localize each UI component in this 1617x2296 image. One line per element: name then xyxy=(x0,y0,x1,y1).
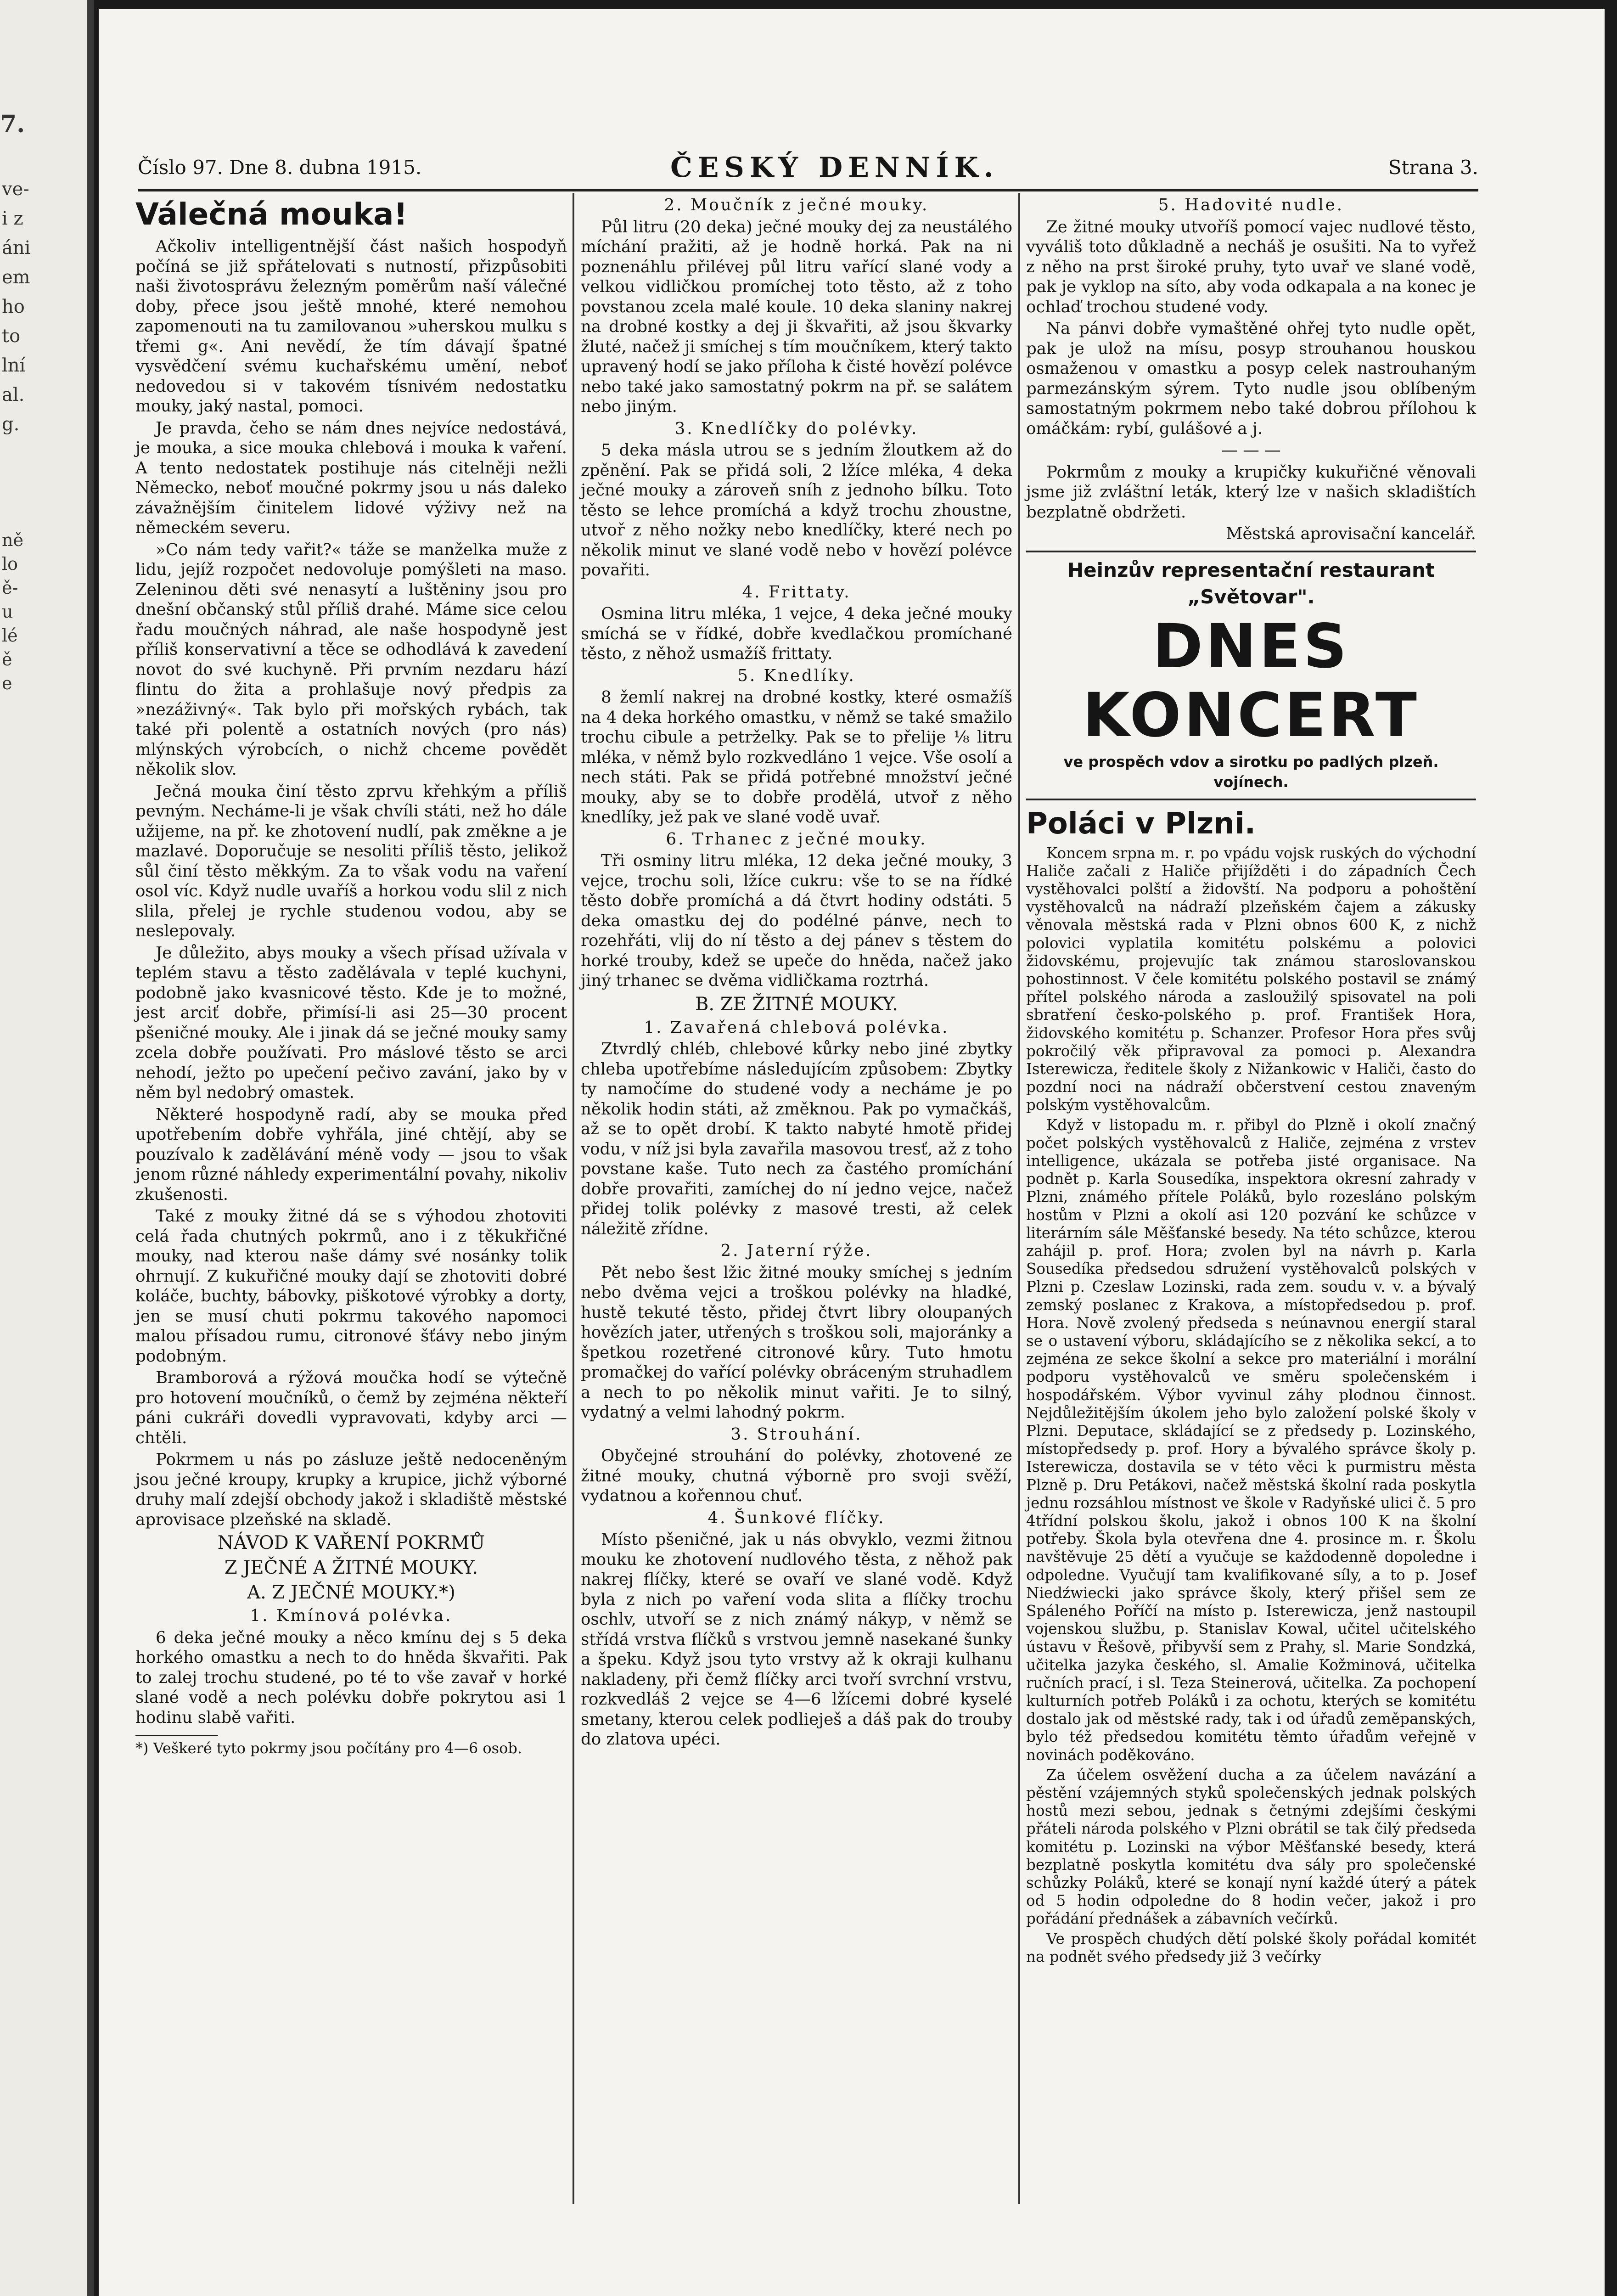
edge-fragment: ve- xyxy=(2,179,29,200)
article-title-poles: Poláci v Plzni. xyxy=(1026,806,1256,841)
recipe-heading: 6. Trhanec z ječné mouky. xyxy=(666,829,927,849)
paragraph: 8 žemlí nakrej na drobné kostky, které osmažíš na 4 deka horkého omastku, v němž se také smažilo trochu cibule a petrželky. Pak se to přelije ⅛ litru mléka, v němž bylo rozkvedláno 1 vejce. Vše osolí a nech státi. Pak se přidá potřebné množství ječné mouky, aby se to dobře prodělá, utvoř z něho knedlíky, jež pak ve slané vodě uvař. xyxy=(581,688,1012,827)
recipe-heading: 5. Knedlíky. xyxy=(737,666,856,685)
edge-fragment: ě- xyxy=(2,578,18,598)
ad-bottom-rule xyxy=(1026,799,1476,800)
edge-fragment: em xyxy=(2,267,30,288)
column-1 xyxy=(135,195,567,1759)
paragraph: Ze žitné mouky utvoříš pomocí vajec nudlové těsto, vyváliš toto důkladně a necháš je osušiti. Na to vyřež z něho na prst široké pruhy, tyto uvař ve slané vodě, pak je vyklop na síto, aby voda odkapala a na konec je ochlaď trochou studené vody. xyxy=(1026,217,1476,316)
ad-restaurant-name: Heinzův representační restaurant „Světovar". xyxy=(1067,558,1435,608)
edge-fragments-lower xyxy=(2,528,23,695)
paragraph: Také z mouky žitné dá se s výhodou zhotoviti celá řada chutných pokrmů, ano i z těkukřičné mouky, nad kterou naše dámy své nosánky tolik ohrnují. Z kukuřičné mouky dají se zhotoviti dobré koláče, buchty, bábovky, piškotové výrobky a dorty, jen se musí chuti pokrmu takového napomoci malou přísadou rumu, citronové šťávy nebo jiným podobným. xyxy=(135,1207,567,1366)
adjacent-page-edge xyxy=(0,0,94,2296)
paragraph: Ačkoliv intelligentnější část našich hospodyň počíná se již spřátelovati s nutností, přizpůsobiti naši životosprávu železným poměrům naší válečné doby, přece jsou ještě mnohé, které nemohou zapomenouti na tu zamilovanou »uherskou mulku s třemi g«. Ani nevědí, že tím dávají špatné vysvědčení svému kuchařskému umění, neboť nedovedou si v takovém tísnivém nedostatku mouky, jaký nastal, pomoci. xyxy=(135,237,567,416)
edge-fragment: to xyxy=(2,326,21,347)
recipe-heading: 3. Strouhání. xyxy=(730,1424,863,1444)
paragraph: Půl litru (20 deka) ječné mouky dej za neustálého míchání pražiti, až je hodně horká. Pak na ni poznenáhlu přilévej půl litru vařící slané vody a velkou vidličkou promíchej toto těsto, až z toho povstanou zcela malé koule. 10 deka slaniny nakrej na drobné kostky a dej ji škvařiti, až jsou škvarky žluté, načež ji smíchej s tím moučníkem, který takto upravený hodí se jako příloha k čisté hovězí polévce nebo také jako samostatný pokrm na př. se salátem nebo jiným. xyxy=(581,217,1012,416)
recipe-heading: 2. Moučník z ječné mouky. xyxy=(664,196,929,214)
ad-benefit-line: ve prospěch vdov a sirotku po padlých plzeň. vojínech. xyxy=(1063,753,1439,791)
article-body-poles xyxy=(1026,844,1476,1966)
column-2 xyxy=(581,195,1012,1751)
header-rule xyxy=(138,189,1478,191)
edge-fragment-top: 7. xyxy=(0,110,25,138)
recipe-heading: 4. Frittaty. xyxy=(742,582,851,602)
paragraph: Místo pšeničné, jak u nás obvyklo, vezmi žitnou mouku ke zhotovení nudlového těsta, z něhož pak nakrej flíčky, které se ovaří ve slané vodě. Když byla z nich po vaření voda slita a flíčky trochu oschlv, utvoří se z nich známý nákyp, v němž se střídá vrstva flíčků s vrstvou jemně nasekané šunky a špeku. Když jsou tyto vrstvy až k okraji kulhanu nakladeny, při čemž flíčky arci tvoří svrchní vrstvu, rozkvedláš 2 vejce se 4—6 lžícemi dobré kyselé smetany, kterou celek podlieješ a dáš pak do trouby do zlatova upéci. xyxy=(581,1530,1012,1749)
edge-fragment: u xyxy=(2,602,13,622)
edge-fragment: lé xyxy=(2,625,18,646)
paragraph: Když v listopadu m. r. přibyl do Plzně i okolí značný počet polských vystěhovalců z Haliče, zejména z vrstev intelligence, ukázala se potřeba jisté organisace. Na podnět p. Karla Sousedíka, inspektora okresní zahrady v Plzni, známého přítele Poláků, bylo rozesláno polským hostům v Plzni a okolí asi 120 pozvání ke schůzce v literárním sále Měšťanské besedy. Na této schůzce, kterou zahájil p. prof. Hora; zvolen byl na návrh p. Karla Sousedíka předsedou sdružení vystěhovalců polských v Plzni p. Czeslaw Lozinski, rada zem. soudu v. v. a bývalý zemský poslanec z Krakova, a místopředsedou p. prof. Hora. Nově zvolený předseda s neúnavnou energií staral se o ustavení výboru, skládajícího se z několika sekcí, a to zejména ze sekce školní a sekce pro materiální i morální podporu vystěhovalců ve směru společenském i hospodářském. Výbor vyvinul záhy plodnou činnost. Nejdůležitějším úkolem jeho bylo založení polské školy v Plzni. Deputace, skládající se z předsedy p. Lozinského, místopředsedy p. prof. Hory a bývalého správce školy p. Isterewicza, dostavila se v této věci k purmistru města Plzně p. Dru Petákovi, načež městská školní rada poskytla jednu rozsáhlou místnost ve škole v Radyňské ulici č. 5 pro 4třídní polskou školu, jakož i obnos 100 K na školní potřeby. Škola byla otevřena dne 4. prosince m. r. Školu navštěvuje 25 dětí a vyučuje se každodenně dopoledne i odpoledne. Vyučují tam kvalifikované síly, a to p. Josef Niedźwiecki jako správce školy, který přišel sem ze Spáleného Poříčí na místo p. Isterewicza, jenž nastoupil vojenskou službu, p. Stanislav Kowal, učitel učitelského ústavu v Řešově, přibyvší sem z Prahy, sl. Marie Sondzká, učitelka jazyka českého, sl. Amalie Kožminová, učitelka ručních prací, i sl. Teza Steinerová, učitelka. Za pochopení kulturních potřeb Poláků i za ochotu, kterých se komitétu dostalo jak od městské rady, tak i od úřadů zeměpanských, bylo též předsedou komitétu těmto úřadům veřejně v novinách poděkováno. xyxy=(1026,1116,1476,1764)
recipe-heading: 1. Kmínová polévka. xyxy=(250,1606,453,1625)
signature: Městská aprovisační kancelář. xyxy=(1226,524,1476,543)
paragraph: Bramborová a rýžová moučka hodí se výtečně pro hotovení moučníků, o čemž by zejména někteří páni cukráři dovedli vypravovati, kdyby arci — chtěli. xyxy=(135,1368,567,1447)
paragraph: Pět nebo šest lžic žitné mouky smíchej s jedním nebo dvěma vejci a troškou polévky na hladké, hustě tekuté těsto, přidej čtvrt libry oloupaných hovězích jater, utřených s troškou soli, majoránky a špetkou rozetřené citronové kůry. Tuto hmotu promačkej do vařící polévky obráceným struhadlem a nech to po několik minut vařiti. Je to silný, vydatný a velmi lahodný pokrm. xyxy=(581,1263,1012,1422)
paragraph: Ječná mouka činí těsto zprvu křehkým a příliš pevným. Necháme-li je však chvíli státi, než ho dále užijeme, na př. ke zhotovení nudlí, pak změkne a je mazlavé. Doporučuje se nesoliti příliš těsto, jelikož sůl činí těsto měkkým. Za to však vodu na vaření osol víc. Když nudle uvaříš a horkou vodu slil z nich slila, přelej je rychle studenou vodou, aby se neslepovaly. xyxy=(135,782,567,940)
section-heading: B. ZE ŽITNÉ MOUKY. xyxy=(695,993,898,1015)
edge-fragment: al. xyxy=(2,384,25,405)
edge-fragment: lní xyxy=(2,355,26,376)
recipe-heading: 5. Hadovité nudle. xyxy=(1158,196,1344,214)
edge-fragment: ho xyxy=(2,296,25,317)
paragraph: Je pravda, čeho se nám dnes nejvíce nedostává, je mouka, a sice mouka chlebová i mouka k vaření. A tento nedostatek postihuje nás citelněji nežli Německo, neboť moučné pokrmy jsou u nás daleko závažnějším činitelem lidové výživy než na německém severu. xyxy=(135,418,567,537)
paragraph: Obyčejné strouhání do polévky, zhotovené ze žitné mouky, chutná výborně pro svoji svěží, vydatnou a kořennou chuť. xyxy=(581,1446,1012,1505)
footnote-rule xyxy=(135,1735,218,1736)
footnote: *) Veškeré tyto pokrmy jsou počítány pro 4—6 osob. xyxy=(135,1739,522,1757)
recipe-heading: 2. Jaterní rýže. xyxy=(720,1241,873,1260)
paragraph: Za účelem osvěžení ducha a za účelem navázání a pěstění vzájemných styků společenských jednak polských hostů mezi sebou, jednak s četnými zdejšími českými přáteli národa polského v Plzni obrátil se tak čilý předseda komitétu p. Lozinski na výbor Měšťanské besedy, která bezplatně poskytla komitétu dva sály pro společenské schůzky Poláků, které se konají nyní každé úterý a pátek od 5 hodin odpoledne do 8 hodin večer, jakož i pro pořádání přednášek a zábavních večírků. xyxy=(1026,1766,1476,1928)
paragraph: Pokrmům z mouky a krupičky kukuřičné věnovali jsme již zvláštní leták, který lze v našich skladištích bezplatně obdržeti. xyxy=(1026,462,1476,522)
paragraph: 5 deka másla utrou se s jedním žloutkem až do zpěnění. Pak se přidá soli, 2 lžíce mléka, 4 deka ječné mouky a zároveň sníh z jednoho bílku. Toto těsto se lehce promíchá a když trochu zhoustne, utvoř z něho nožky nebo knedlíčky, které nech po několik minut ve slané vodě nebo v hovězí polévce povařiti. xyxy=(581,441,1012,580)
ad-concert-headline: DNES KONCERT xyxy=(1083,611,1420,751)
paragraph: Ve prospěch chudých dětí polské školy pořádal komitét na podnět svého předsedy již 3 večírky xyxy=(1026,1930,1476,1965)
page-number: Strana 3. xyxy=(1388,156,1478,179)
column-3 xyxy=(1026,195,1476,1968)
page-header xyxy=(138,152,1478,185)
recipe-heading: 4. Šunkové flíčky. xyxy=(707,1508,886,1527)
article-title-war-flour: Válečná mouka! xyxy=(135,197,408,232)
ad-top-rule xyxy=(1026,551,1476,552)
paragraph: 6 deka ječné mouky a něco kmínu dej s 5 deka horkého omastku a nech to do hněda škvařiti. Pak to zalej trochu studené, po té to vše zavař v horké slané vodě a nech polévku dobře pokrytou asi 1 hodinu slabě vařiti. xyxy=(135,1628,567,1727)
edge-fragment: e xyxy=(2,673,12,693)
edge-fragment: ě xyxy=(2,649,12,670)
column-divider xyxy=(573,193,574,2204)
paragraph: Osmina litru mléka, 1 vejce, 4 deka ječné mouky smíchá se v řídké, dobře kvedlačkou promíchané těsto, z něhož usmažíš frittaty. xyxy=(581,604,1012,663)
section-heading: A. Z JEČNÉ MOUKY.*) xyxy=(247,1582,455,1603)
issue-date: Číslo 97. Dne 8. dubna 1915. xyxy=(138,156,422,179)
edge-fragment: áni xyxy=(2,237,31,259)
paragraph: Pokrmem u nás po zásluze ještě nedoceněným jsou ječné kroupy, krupky a krupice, jichž výborné druhy malí zdejší obchody jakož i skladiště městské aprovisace plzeňské na skladě. xyxy=(135,1450,567,1529)
recipe-heading: 3. Knedlíčky do polévky. xyxy=(674,419,919,438)
edge-fragment: i z xyxy=(2,208,23,229)
edge-fragments xyxy=(2,174,29,439)
paragraph: Na pánvi dobře vymaštěné ohřej tyto nudle opět, pak je ulož na mísu, posyp strouhanou houskou osmaženou v omastku a posyp celek nastrouhaným parmezánským sýrem. Tyto nudle jsou oblíbeným samostatným pokrmem nebo také dobrou přílohou k omáčkám: rybí, gulášové a j. xyxy=(1026,319,1476,438)
section-heading: Z JEČNÉ A ŽITNÉ MOUKY. xyxy=(224,1557,478,1578)
edge-fragment: g. xyxy=(2,414,20,435)
paragraph: Některé hospodyně radí, aby se mouka před upotřebením dobře vyhřála, jiné chtějí, aby se pouzívalo k zadělávání méně vody — jsou to však jenom různé náhledy experimentální povahy, nikoliv zkušenosti. xyxy=(135,1105,567,1204)
section-heading: NÁVOD K VAŘENÍ POKRMŮ xyxy=(217,1532,485,1553)
divider-dashes: — — — xyxy=(1221,441,1281,460)
recipe-heading: 1. Zavařená chlebová polévka. xyxy=(644,1018,949,1037)
paragraph: »Co nám tedy vařit?« táže se manželka muže z lidu, jejíž rozpočet nedovoluje pomýšleti na maso. Zeleninou děti své nenasytí a luštěniny jsou pro dnešní občanský stůl příliš drahé. Máme sice celou řadu moučných náhrad, ale naše hospodyně jest příliš konservativní a těce se odhodlává k zavedení novot do své kuchyně. Při prvním nezdaru hází flintu do žita a prohlašuje nový předpis za »nezáživný«. Tak bylo při mořských rybách, tak také při polentě a ostatních nových (pro nás) mlýnských výrobcích, o nichž chceme povědět několik slov. xyxy=(135,540,567,779)
newspaper-page xyxy=(99,9,1605,2296)
edge-fragment: lo xyxy=(2,554,18,574)
paragraph: Je důležito, abys mouky a všech přísad užívala v teplém stavu a těsto zadělávala v teplé kuchyni, podobně jako kvasnicové těsto. Kde je to možné, jest arciť dobře, přimísí-li asi 25—30 procent pšeničné mouky. Ale i jinak dá se ječné mouky samy zcela dobře používati. Pro máslové těsto se arci nehodí, ježto po upečení pečivo zavání, jako by v něm byl nedobrý omastek. xyxy=(135,943,567,1102)
column-divider xyxy=(1018,193,1020,2204)
masthead-title: ČESKÝ DENNÍK. xyxy=(670,152,999,184)
paragraph: Tři osminy litru mléka, 12 deka ječné mouky, 3 vejce, trochu soli, lžíce cukru: vše to se na řídké těsto dobře promíchá a dá čtvrt hodiny odstáti. 5 deka omastku dej do podélné pánve, nech to rozehřáti, vlij do ní těsto a dej pánev s těstem do horké trouby, kdež se upeče do hněda, načež jako jiný trhanec se dvěma vidličkama roztrhá. xyxy=(581,851,1012,990)
paragraph: Koncem srpna m. r. po vpádu vojsk ruských do východní Haliče začali z Haliče přijížděti i do západních Čech vystěhovalci polští a židovští. Na podporu a pohoštění vystěhovalců na nádraží plzeňském čajem a zákusky věnovala městská rada v Plzni obnos 600 K, z nichž polovici vyplatila komitétu polskému a polovici židovskému, projevujíc tak známou staroslovanskou pohostinnost. V čele komitétu polského postavil se známý přítel polského národa a zasloužilý spisovatel na poli sbratření česko-polského p. prof. František Hora, židovského komitétu p. Schanzer. Profesor Hora přes svůj pokročilý věk připravoval za pomoci p. Alexandra Isterewicza, ředitele školy z Nižankowic v Haliči, často do pozdní noci na nádraží občerstvení cestou znaveným polským vystěhovalcům. xyxy=(1026,844,1476,1114)
edge-fragment: ně xyxy=(2,530,23,550)
paragraph: Ztvrdlý chléb, chlebové kůrky nebo jiné zbytky chleba upotřebíme následujícím způsobem: Zbytky ty namočíme do studené vody a necháme je po několik hodin státi, až změknou. Pak po vymačkáš, až se to opět drobí. K takto nabyté hmotě přidej vodu, v níž jsi byla zavařila masovou tresť, až z toho povstane kaše. Tuto nech za častého promíchání dobře provařiti, zamíchej do ní jedno vejce, načež přidej tolik polévky z masové tresti, až celek náležitě zřídne. xyxy=(581,1040,1012,1238)
